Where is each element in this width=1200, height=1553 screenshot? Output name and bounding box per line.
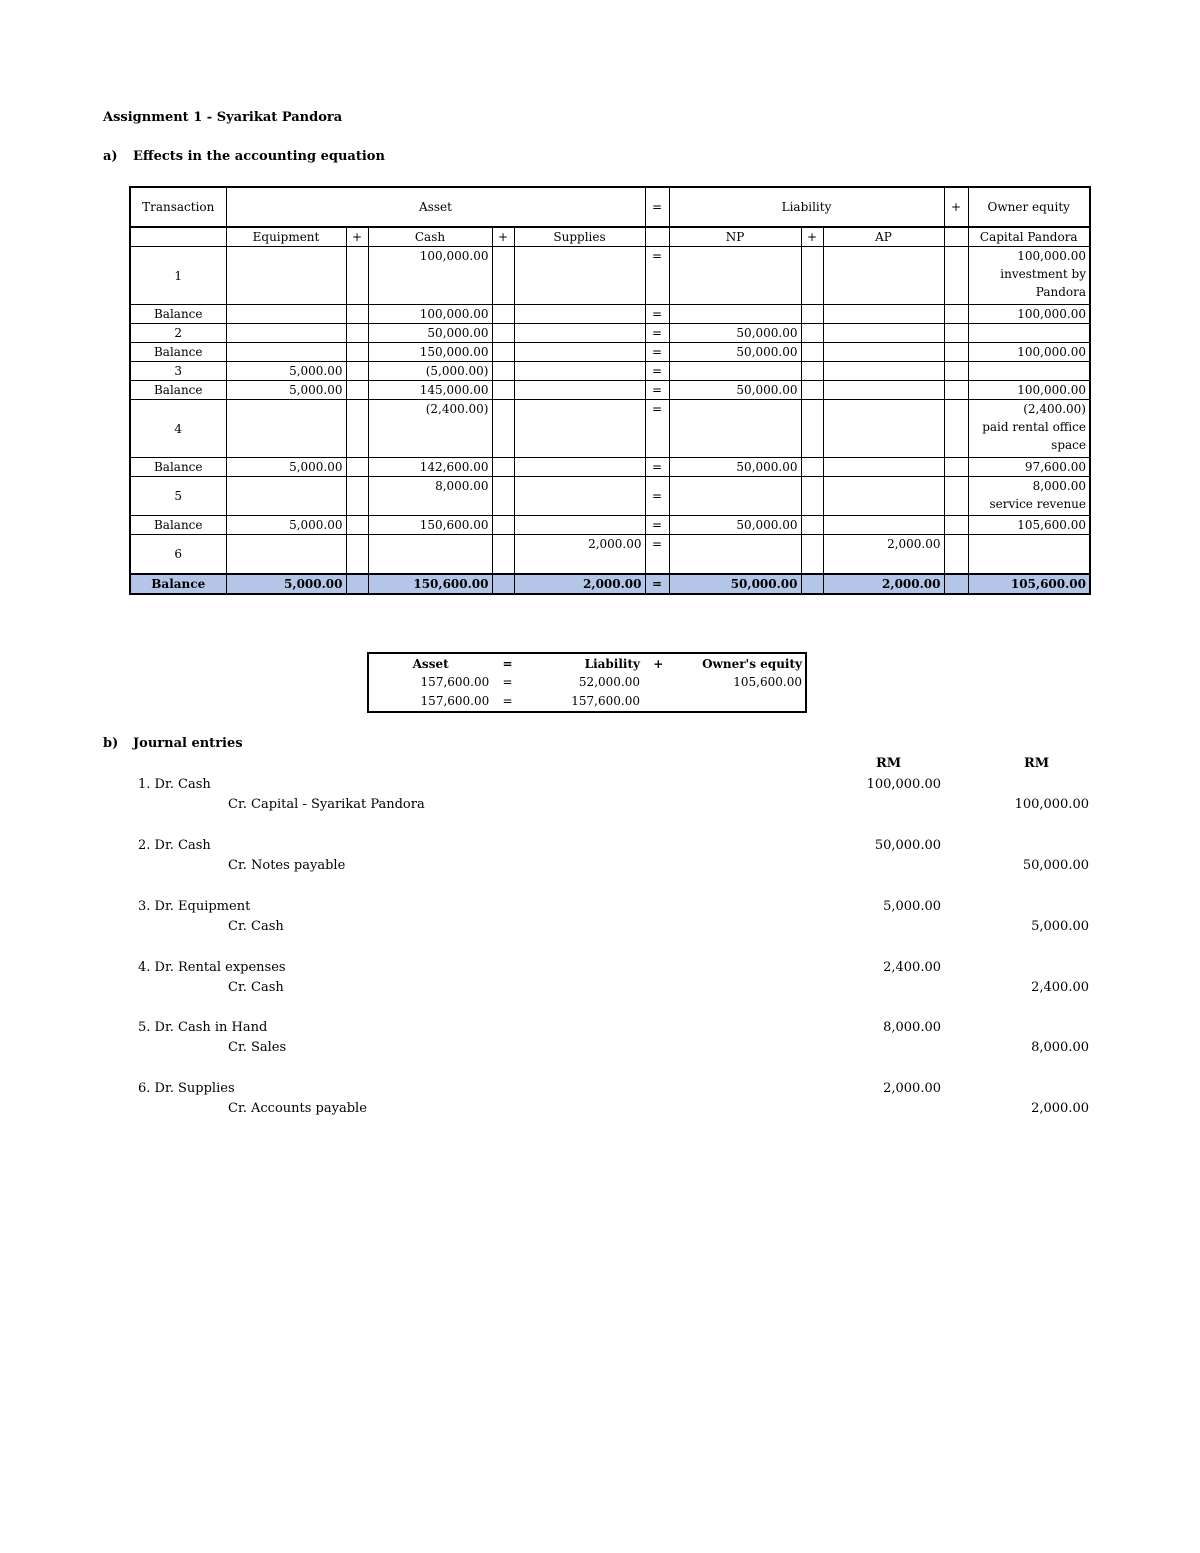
credit-line: Cr. Cash: [228, 919, 284, 934]
debit-line: 5. Dr. Cash in Hand: [138, 1020, 268, 1035]
equals-cell: =: [645, 574, 669, 594]
ap-cell: [823, 477, 944, 516]
ap-cell: [823, 362, 944, 381]
ap-cell: [823, 305, 944, 324]
plus-cell: [801, 458, 823, 477]
plus-cell: [944, 574, 968, 594]
ap-cell: [823, 516, 944, 535]
capital-cell: [968, 324, 1090, 343]
equipment-cell: 5,000.00: [226, 458, 346, 477]
summary-blank: [643, 692, 674, 712]
np-cell: 50,000.00: [669, 381, 801, 400]
summary-asset: 157,600.00: [420, 694, 490, 708]
plus-cell: [801, 381, 823, 400]
transaction-cell: Balance: [130, 343, 226, 362]
cash-cell: 142,600.00: [368, 458, 492, 477]
cash-cell: 100,000.00: [368, 305, 492, 324]
equipment-cell: 5,000.00: [226, 574, 346, 594]
accounting-equation-table: [129, 186, 1091, 595]
capital-note: service revenue: [989, 497, 1086, 511]
capital-note: investment by: [1000, 267, 1086, 281]
table-row: [130, 362, 1090, 381]
summary-equals: =: [502, 675, 513, 689]
np-cell: [669, 400, 801, 458]
debit-amount: 100,000.00: [866, 777, 941, 792]
header-capital: Capital Pandora: [968, 227, 1090, 247]
cash-cell: 150,000.00: [368, 343, 492, 362]
supplies-cell: [514, 324, 645, 343]
plus-cell: [492, 324, 514, 343]
plus-cell: [801, 343, 823, 362]
debit-line: 6. Dr. Supplies: [138, 1081, 235, 1096]
supplies-cell: 2,000.00: [514, 535, 645, 575]
ap-cell: [823, 247, 944, 305]
plus-cell: [944, 381, 968, 400]
equipment-cell: [226, 324, 346, 343]
plus-cell: [492, 574, 514, 594]
plus-cell: [346, 305, 368, 324]
section-b-label: b): [103, 736, 119, 751]
capital-cell: 105,600.00: [968, 516, 1090, 535]
section-b-text: Journal entries: [133, 736, 243, 751]
plus-cell: [346, 477, 368, 516]
plus-cell: [346, 381, 368, 400]
plus-cell: [944, 516, 968, 535]
plus-cell: [346, 324, 368, 343]
equals-cell: =: [645, 458, 669, 477]
header-row-1: [130, 187, 1090, 227]
credit-line: Cr. Capital - Syarikat Pandora: [228, 797, 425, 812]
table-row: [130, 247, 1090, 305]
equals-cell: =: [645, 477, 669, 516]
debit-amount: 8,000.00: [883, 1020, 941, 1035]
credit-amount: 100,000.00: [1014, 797, 1089, 812]
equipment-cell: [226, 247, 346, 305]
cash-cell: 145,000.00: [368, 381, 492, 400]
plus-cell: [492, 477, 514, 516]
equipment-cell: [226, 400, 346, 458]
page-title: Assignment 1 - Syarikat Pandora: [103, 110, 343, 125]
transaction-cell: 1: [130, 247, 226, 305]
credit-amount: 50,000.00: [1022, 858, 1089, 873]
equipment-cell: [226, 343, 346, 362]
debit-line: 4. Dr. Rental expenses: [138, 960, 286, 975]
plus-cell: [801, 400, 823, 458]
credit-line: Cr. Cash: [228, 980, 284, 995]
transaction-cell: Balance: [130, 574, 226, 594]
header-transaction: Transaction: [130, 187, 226, 227]
np-cell: [669, 362, 801, 381]
section-a-text: Effects in the accounting equation: [133, 149, 385, 164]
transaction-cell: 2: [130, 324, 226, 343]
header-supplies: Supplies: [514, 227, 645, 247]
supplies-cell: [514, 343, 645, 362]
debit-amount: 2,000.00: [883, 1081, 941, 1096]
equipment-cell: 5,000.00: [226, 362, 346, 381]
transaction-cell: 5: [130, 477, 226, 516]
header-blank-eq: [645, 227, 669, 247]
supplies-cell: [514, 305, 645, 324]
summary-header: [368, 653, 806, 673]
summary-blank: [674, 692, 806, 712]
supplies-cell: [514, 400, 645, 458]
section-b-heading: [103, 736, 243, 751]
capital-cell: 100,000.00: [968, 381, 1090, 400]
cash-cell: 150,600.00: [368, 574, 492, 594]
credit-line: Cr. Sales: [228, 1040, 287, 1055]
equals-cell: =: [645, 362, 669, 381]
header-equals: =: [645, 187, 669, 227]
table-row: [130, 516, 1090, 535]
table-row: [130, 324, 1090, 343]
transaction-cell: Balance: [130, 381, 226, 400]
table-row: [130, 535, 1090, 575]
credit-amount: 5,000.00: [1031, 919, 1089, 934]
capital-cell: 100,000.00: [968, 343, 1090, 362]
transaction-cell: 6: [130, 535, 226, 575]
np-cell: 50,000.00: [669, 343, 801, 362]
header-equipment: Equipment: [226, 227, 346, 247]
np-cell: 50,000.00: [669, 458, 801, 477]
section-a-heading: [103, 149, 385, 164]
header-np: NP: [669, 227, 801, 247]
equals-cell: =: [645, 516, 669, 535]
summary-liability: 157,600.00: [571, 694, 640, 708]
header-asset: Asset: [226, 187, 645, 227]
table-row: [130, 305, 1090, 324]
ap-cell: [823, 381, 944, 400]
equals-cell: =: [645, 535, 669, 575]
table-row: [130, 458, 1090, 477]
cash-cell: 50,000.00: [368, 324, 492, 343]
cash-cell: 100,000.00: [368, 247, 492, 305]
plus-cell: [801, 535, 823, 575]
debit-amount: 2,400.00: [883, 960, 941, 975]
np-cell: [669, 305, 801, 324]
header-plus-3: +: [801, 227, 823, 247]
summary-blank: [643, 673, 674, 692]
summary-row: [368, 673, 806, 692]
header-plus-2: +: [492, 227, 514, 247]
summary-owner: 105,600.00: [733, 675, 802, 689]
ap-cell: [823, 400, 944, 458]
plus-cell: [492, 343, 514, 362]
header-cash: Cash: [368, 227, 492, 247]
plus-cell: [492, 381, 514, 400]
plus-cell: [801, 574, 823, 594]
capital-cell: [968, 362, 1090, 381]
summary-owner-header: Owner's equity: [702, 656, 802, 671]
capital-cell: 100,000.00: [968, 305, 1090, 324]
header-blank-plus: [944, 227, 968, 247]
capital-note: Pandora: [1035, 285, 1086, 299]
capital-note: space: [1051, 438, 1086, 452]
plus-cell: [346, 458, 368, 477]
supplies-cell: 2,000.00: [514, 574, 645, 594]
debit-currency-header: RM: [876, 756, 902, 771]
plus-cell: [346, 362, 368, 381]
debit-amount: 50,000.00: [874, 838, 941, 853]
credit-amount: 2,000.00: [1031, 1101, 1089, 1116]
capital-value: (2,400.00): [1023, 402, 1086, 416]
ap-cell: 2,000.00: [823, 535, 944, 575]
plus-cell: [801, 305, 823, 324]
plus-cell: [492, 516, 514, 535]
plus-cell: [944, 458, 968, 477]
header-liability: Liability: [669, 187, 944, 227]
cash-cell: (5,000.00): [368, 362, 492, 381]
summary-asset-header: Asset: [412, 656, 449, 671]
plus-cell: [346, 535, 368, 575]
plus-cell: [492, 458, 514, 477]
summary-liability-header: Liability: [584, 656, 640, 671]
capital-cell: 105,600.00: [968, 574, 1090, 594]
plus-cell: [944, 305, 968, 324]
debit-line: 2. Dr. Cash: [138, 838, 211, 853]
header-owner-equity: Owner equity: [968, 187, 1090, 227]
supplies-cell: [514, 247, 645, 305]
equals-cell: =: [645, 343, 669, 362]
credit-amount: 2,400.00: [1031, 980, 1089, 995]
plus-cell: [492, 362, 514, 381]
plus-cell: [346, 516, 368, 535]
summary-row: [368, 692, 806, 712]
credit-amount: 8,000.00: [1031, 1040, 1089, 1055]
transaction-cell: 4: [130, 400, 226, 458]
np-cell: 50,000.00: [669, 574, 801, 594]
plus-cell: [944, 362, 968, 381]
capital-value: 8,000.00: [1032, 479, 1086, 493]
plus-cell: [944, 324, 968, 343]
plus-cell: [801, 247, 823, 305]
capital-note: paid rental office: [982, 420, 1086, 434]
equals-cell: =: [645, 247, 669, 305]
transaction-cell: Balance: [130, 516, 226, 535]
plus-cell: [801, 477, 823, 516]
plus-cell: [346, 400, 368, 458]
plus-cell: [801, 362, 823, 381]
capital-cell: [968, 477, 1090, 516]
equals-cell: =: [645, 400, 669, 458]
cash-cell: 8,000.00: [368, 477, 492, 516]
plus-cell: [492, 305, 514, 324]
summary-liability: 52,000.00: [578, 675, 640, 689]
table-row: [130, 381, 1090, 400]
equation-summary-table: [367, 652, 807, 713]
supplies-cell: [514, 458, 645, 477]
ap-cell: 2,000.00: [823, 574, 944, 594]
capital-cell: 97,600.00: [968, 458, 1090, 477]
supplies-cell: [514, 516, 645, 535]
summary-equals-header: =: [502, 656, 513, 671]
ap-cell: [823, 343, 944, 362]
summary-equals: =: [502, 694, 513, 708]
transaction-cell: Balance: [130, 458, 226, 477]
plus-cell: [492, 400, 514, 458]
plus-cell: [944, 343, 968, 362]
cash-cell: 150,600.00: [368, 516, 492, 535]
table-row: [130, 400, 1090, 458]
credit-line: Cr. Notes payable: [228, 858, 346, 873]
header-ap: AP: [823, 227, 944, 247]
section-a-label: a): [103, 149, 118, 164]
plus-cell: [801, 516, 823, 535]
table-row: [130, 477, 1090, 516]
plus-cell: [492, 247, 514, 305]
capital-cell: [968, 535, 1090, 575]
np-cell: [669, 247, 801, 305]
equipment-cell: 5,000.00: [226, 516, 346, 535]
credit-currency-header: RM: [1024, 756, 1050, 771]
equipment-cell: [226, 305, 346, 324]
equals-cell: =: [645, 305, 669, 324]
table-row: [130, 343, 1090, 362]
summary-asset: 157,600.00: [420, 675, 490, 689]
header-row-2: [130, 227, 1090, 247]
ap-cell: [823, 324, 944, 343]
supplies-cell: [514, 362, 645, 381]
ap-cell: [823, 458, 944, 477]
equals-cell: =: [645, 324, 669, 343]
cash-cell: [368, 535, 492, 575]
equipment-cell: [226, 535, 346, 575]
plus-cell: [944, 400, 968, 458]
debit-line: 3. Dr. Equipment: [138, 899, 251, 914]
debit-line: 1. Dr. Cash: [138, 777, 211, 792]
equals-cell: =: [645, 381, 669, 400]
supplies-cell: [514, 477, 645, 516]
equipment-cell: 5,000.00: [226, 381, 346, 400]
capital-cell: [968, 247, 1090, 305]
supplies-cell: [514, 381, 645, 400]
cash-cell: (2,400.00): [368, 400, 492, 458]
np-cell: [669, 477, 801, 516]
equipment-cell: [226, 477, 346, 516]
np-cell: 50,000.00: [669, 324, 801, 343]
header-blank: [130, 227, 226, 247]
capital-cell: [968, 400, 1090, 458]
transaction-cell: 3: [130, 362, 226, 381]
np-cell: [669, 535, 801, 575]
credit-line: Cr. Accounts payable: [228, 1101, 367, 1116]
capital-value: 100,000.00: [1017, 249, 1086, 263]
header-plus: +: [944, 187, 968, 227]
plus-cell: [944, 535, 968, 575]
header-plus-1: +: [346, 227, 368, 247]
plus-cell: [346, 574, 368, 594]
plus-cell: [944, 247, 968, 305]
debit-amount: 5,000.00: [883, 899, 941, 914]
plus-cell: [944, 477, 968, 516]
plus-cell: [492, 535, 514, 575]
plus-cell: [346, 343, 368, 362]
transaction-cell: Balance: [130, 305, 226, 324]
np-cell: 50,000.00: [669, 516, 801, 535]
total-balance-row: [130, 574, 1090, 594]
plus-cell: [801, 324, 823, 343]
plus-cell: [346, 247, 368, 305]
summary-plus-header: +: [653, 656, 664, 671]
